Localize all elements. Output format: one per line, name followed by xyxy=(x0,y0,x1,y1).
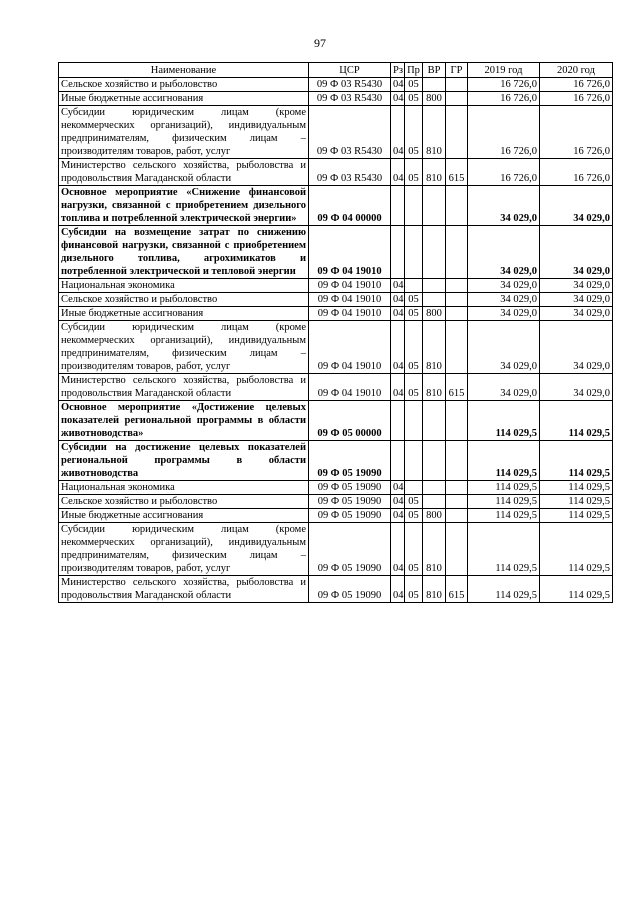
row-csr: 09 Ф 05 00000 xyxy=(309,401,391,441)
table-row xyxy=(59,509,613,523)
row-gr xyxy=(446,78,468,92)
row-pr xyxy=(405,401,423,441)
row-2019: 114 029,5 xyxy=(468,441,540,481)
row-gr: 615 xyxy=(446,159,468,186)
table-row xyxy=(59,523,613,576)
table-row xyxy=(59,226,613,279)
row-pr: 05 xyxy=(405,523,423,576)
row-name: Иные бюджетные ассигнования xyxy=(59,307,309,321)
row-name: Национальная экономика xyxy=(59,279,309,293)
row-2019: 114 029,5 xyxy=(468,481,540,495)
row-2020: 114 029,5 xyxy=(540,481,613,495)
table-row xyxy=(59,495,613,509)
row-csr: 09 Ф 04 00000 xyxy=(309,186,391,226)
table-row xyxy=(59,78,613,92)
row-rz: 04 xyxy=(391,78,405,92)
page-number: 97 xyxy=(314,36,326,50)
row-vr: 810 xyxy=(423,321,446,374)
row-vr xyxy=(423,401,446,441)
row-rz: 04 xyxy=(391,159,405,186)
row-pr: 05 xyxy=(405,509,423,523)
budget-table xyxy=(58,62,613,603)
row-gr xyxy=(446,293,468,307)
row-name: Сельское хозяйство и рыболовство xyxy=(59,293,309,307)
row-name: Сельское хозяйство и рыболовство xyxy=(59,495,309,509)
row-name: Субсидии юридическим лицам (кроме некоммерческих организаций), индивидуальным предпринимателям, физическим лицам – производителям товаров, работ, услуг xyxy=(59,321,309,374)
row-name: Министерство сельского хозяйства, рыболовства и продовольствия Магаданской области xyxy=(59,374,309,401)
row-2019: 34 029,0 xyxy=(468,279,540,293)
row-rz: 04 xyxy=(391,374,405,401)
row-pr: 05 xyxy=(405,106,423,159)
row-csr: 09 Ф 04 19010 xyxy=(309,374,391,401)
row-vr xyxy=(423,186,446,226)
row-gr xyxy=(446,226,468,279)
row-csr: 09 Ф 04 19010 xyxy=(309,279,391,293)
row-name: Субсидии юридическим лицам (кроме некоммерческих организаций), индивидуальным предпринимателям, физическим лицам – производителям товаров, работ, услуг xyxy=(59,523,309,576)
table-row xyxy=(59,441,613,481)
row-csr: 09 Ф 05 19090 xyxy=(309,481,391,495)
row-2019: 16 726,0 xyxy=(468,92,540,106)
row-vr xyxy=(423,78,446,92)
header-gr: ГР xyxy=(446,63,468,78)
row-pr: 05 xyxy=(405,92,423,106)
row-gr xyxy=(446,495,468,509)
row-name: Иные бюджетные ассигнования xyxy=(59,92,309,106)
row-csr: 09 Ф 03 R5430 xyxy=(309,92,391,106)
row-csr: 09 Ф 04 19010 xyxy=(309,321,391,374)
row-name: Национальная экономика xyxy=(59,481,309,495)
row-vr xyxy=(423,279,446,293)
row-pr: 05 xyxy=(405,495,423,509)
row-pr: 05 xyxy=(405,307,423,321)
row-vr: 810 xyxy=(423,523,446,576)
row-csr: 09 Ф 04 19010 xyxy=(309,293,391,307)
header-vr: ВР xyxy=(423,63,446,78)
row-gr xyxy=(446,106,468,159)
row-pr: 05 xyxy=(405,78,423,92)
header-csr: ЦСР xyxy=(309,63,391,78)
row-pr: 05 xyxy=(405,374,423,401)
row-2020: 114 029,5 xyxy=(540,495,613,509)
row-name: Основное мероприятие «Снижение финансовой нагрузки, связанной с приобретением дизельного топлива и потребленной электрической энергии» xyxy=(59,186,309,226)
row-rz xyxy=(391,226,405,279)
row-2020: 16 726,0 xyxy=(540,106,613,159)
row-vr xyxy=(423,226,446,279)
table-row xyxy=(59,92,613,106)
row-rz: 04 xyxy=(391,481,405,495)
row-gr xyxy=(446,321,468,374)
table-row xyxy=(59,159,613,186)
row-rz xyxy=(391,441,405,481)
row-pr xyxy=(405,481,423,495)
row-rz: 04 xyxy=(391,106,405,159)
row-rz: 04 xyxy=(391,293,405,307)
row-2020: 114 029,5 xyxy=(540,523,613,576)
row-gr xyxy=(446,523,468,576)
row-vr xyxy=(423,481,446,495)
row-csr: 09 Ф 05 19090 xyxy=(309,441,391,481)
row-csr: 09 Ф 04 19010 xyxy=(309,307,391,321)
row-gr xyxy=(446,401,468,441)
row-rz xyxy=(391,186,405,226)
table-body xyxy=(59,78,613,603)
row-pr: 05 xyxy=(405,576,423,603)
row-gr xyxy=(446,509,468,523)
row-2020: 34 029,0 xyxy=(540,374,613,401)
row-2020: 34 029,0 xyxy=(540,321,613,374)
row-2019: 114 029,5 xyxy=(468,576,540,603)
row-vr xyxy=(423,293,446,307)
row-2019: 16 726,0 xyxy=(468,159,540,186)
table-row xyxy=(59,401,613,441)
row-2020: 114 029,5 xyxy=(540,401,613,441)
row-rz: 04 xyxy=(391,523,405,576)
row-gr: 615 xyxy=(446,576,468,603)
header-2019: 2019 год xyxy=(468,63,540,78)
row-name: Субсидии юридическим лицам (кроме некоммерческих организаций), индивидуальным предпринимателям, физическим лицам – производителям товаров, работ, услуг xyxy=(59,106,309,159)
table-row xyxy=(59,481,613,495)
row-2020: 114 029,5 xyxy=(540,576,613,603)
row-2020: 34 029,0 xyxy=(540,307,613,321)
row-name: Основное мероприятие «Достижение целевых показателей региональной программы в области животноводства» xyxy=(59,401,309,441)
row-gr xyxy=(446,279,468,293)
row-2020: 16 726,0 xyxy=(540,92,613,106)
row-2019: 34 029,0 xyxy=(468,321,540,374)
row-csr: 09 Ф 03 R5430 xyxy=(309,106,391,159)
row-vr xyxy=(423,495,446,509)
row-pr: 05 xyxy=(405,293,423,307)
row-2019: 34 029,0 xyxy=(468,226,540,279)
row-2019: 34 029,0 xyxy=(468,186,540,226)
row-name: Министерство сельского хозяйства, рыболовства и продовольствия Магаданской области xyxy=(59,576,309,603)
row-csr: 09 Ф 03 R5430 xyxy=(309,159,391,186)
row-rz: 04 xyxy=(391,92,405,106)
row-2020: 114 029,5 xyxy=(540,509,613,523)
row-rz: 04 xyxy=(391,307,405,321)
table-header-row xyxy=(59,63,613,78)
row-2020: 16 726,0 xyxy=(540,159,613,186)
row-rz: 04 xyxy=(391,321,405,374)
header-2020: 2020 год xyxy=(540,63,613,78)
table-row xyxy=(59,106,613,159)
table-row xyxy=(59,374,613,401)
table-row xyxy=(59,321,613,374)
row-2019: 114 029,5 xyxy=(468,401,540,441)
row-gr xyxy=(446,186,468,226)
row-rz: 04 xyxy=(391,495,405,509)
row-pr: 05 xyxy=(405,159,423,186)
row-gr xyxy=(446,481,468,495)
row-pr xyxy=(405,226,423,279)
row-vr: 810 xyxy=(423,106,446,159)
row-name: Субсидии на достижение целевых показателей региональной программы в области животноводства xyxy=(59,441,309,481)
row-gr xyxy=(446,307,468,321)
row-name: Субсидии на возмещение затрат по снижению финансовой нагрузки, связанной с приобретением дизельного топлива, агрохимикатов и потребленной электрической и тепловой энергии xyxy=(59,226,309,279)
row-rz: 04 xyxy=(391,576,405,603)
row-csr: 09 Ф 05 19090 xyxy=(309,523,391,576)
row-2019: 16 726,0 xyxy=(468,78,540,92)
row-vr xyxy=(423,441,446,481)
row-2020: 34 029,0 xyxy=(540,279,613,293)
row-2020: 34 029,0 xyxy=(540,226,613,279)
row-csr: 09 Ф 05 19090 xyxy=(309,576,391,603)
row-csr: 09 Ф 03 R5430 xyxy=(309,78,391,92)
row-rz: 04 xyxy=(391,279,405,293)
row-pr xyxy=(405,279,423,293)
header-pr: Пр xyxy=(405,63,423,78)
row-2019: 34 029,0 xyxy=(468,374,540,401)
table-row xyxy=(59,279,613,293)
row-2020: 16 726,0 xyxy=(540,78,613,92)
table-row xyxy=(59,293,613,307)
row-vr: 800 xyxy=(423,92,446,106)
header-rz: Рз xyxy=(391,63,405,78)
row-pr: 05 xyxy=(405,321,423,374)
header-name: Наименование xyxy=(59,63,309,78)
row-gr: 615 xyxy=(446,374,468,401)
table-row xyxy=(59,307,613,321)
row-2019: 114 029,5 xyxy=(468,523,540,576)
row-gr xyxy=(446,441,468,481)
row-name: Министерство сельского хозяйства, рыболовства и продовольствия Магаданской области xyxy=(59,159,309,186)
row-csr: 09 Ф 05 19090 xyxy=(309,509,391,523)
row-pr xyxy=(405,186,423,226)
row-2020: 34 029,0 xyxy=(540,186,613,226)
row-name: Сельское хозяйство и рыболовство xyxy=(59,78,309,92)
row-2020: 114 029,5 xyxy=(540,441,613,481)
row-pr xyxy=(405,441,423,481)
table-row xyxy=(59,186,613,226)
row-2019: 34 029,0 xyxy=(468,293,540,307)
row-csr: 09 Ф 04 19010 xyxy=(309,226,391,279)
row-rz xyxy=(391,401,405,441)
row-rz: 04 xyxy=(391,509,405,523)
row-csr: 09 Ф 05 19090 xyxy=(309,495,391,509)
table-row xyxy=(59,576,613,603)
row-vr: 810 xyxy=(423,159,446,186)
row-2019: 34 029,0 xyxy=(468,307,540,321)
row-vr: 810 xyxy=(423,576,446,603)
row-2019: 16 726,0 xyxy=(468,106,540,159)
row-2020: 34 029,0 xyxy=(540,293,613,307)
row-2019: 114 029,5 xyxy=(468,495,540,509)
row-gr xyxy=(446,92,468,106)
row-2019: 114 029,5 xyxy=(468,509,540,523)
row-vr: 810 xyxy=(423,374,446,401)
row-vr: 800 xyxy=(423,509,446,523)
row-vr: 800 xyxy=(423,307,446,321)
row-name: Иные бюджетные ассигнования xyxy=(59,509,309,523)
